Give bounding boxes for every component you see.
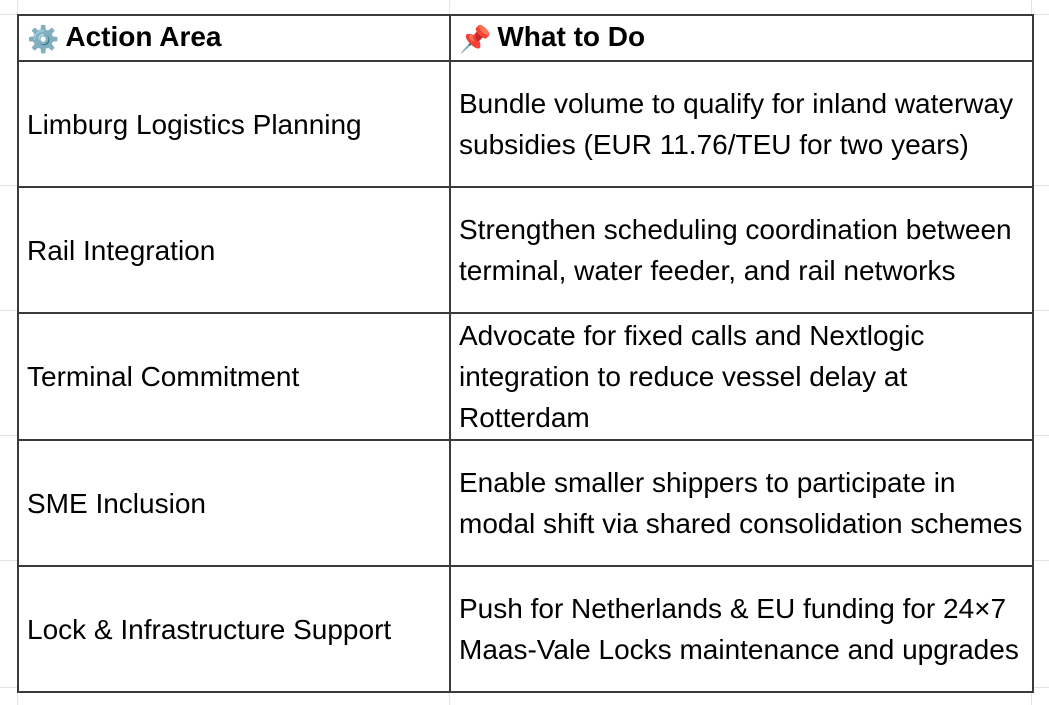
header-row <box>18 15 1033 61</box>
header-what-to-do <box>450 15 1033 61</box>
action-area-cell: Lock & Infrastructure Support <box>18 566 450 692</box>
gear-icon: ⚙️ <box>27 24 60 54</box>
table-row <box>18 440 1033 566</box>
header-action-area <box>18 15 450 61</box>
what-to-do-cell: Strengthen scheduling coordination between terminal, water feeder, and rail networks <box>450 187 1033 313</box>
what-to-do-cell: Advocate for fixed calls and Nextlogic integration to reduce vessel delay at Rotterdam <box>450 313 1033 440</box>
table-row <box>18 313 1033 440</box>
what-to-do-cell: Push for Netherlands & EU funding for 24×7 Maas-Vale Locks maintenance and upgrades <box>450 566 1033 692</box>
table-row <box>18 61 1033 187</box>
header-action-area-label: Action Area <box>65 21 222 52</box>
pushpin-icon: 📌 <box>459 24 492 54</box>
table-row <box>18 566 1033 692</box>
action-table <box>17 14 1034 693</box>
action-area-cell: Rail Integration <box>18 187 450 313</box>
action-area-cell: Terminal Commitment <box>18 313 450 440</box>
header-what-to-do-label: What to Do <box>497 21 646 52</box>
action-area-cell: SME Inclusion <box>18 440 450 566</box>
what-to-do-cell: Enable smaller shippers to participate in modal shift via shared consolidation schemes <box>450 440 1033 566</box>
action-area-cell: Limburg Logistics Planning <box>18 61 450 187</box>
what-to-do-cell: Bundle volume to qualify for inland waterway subsidies (EUR 11.76/TEU for two years) <box>450 61 1033 187</box>
table-row <box>18 187 1033 313</box>
